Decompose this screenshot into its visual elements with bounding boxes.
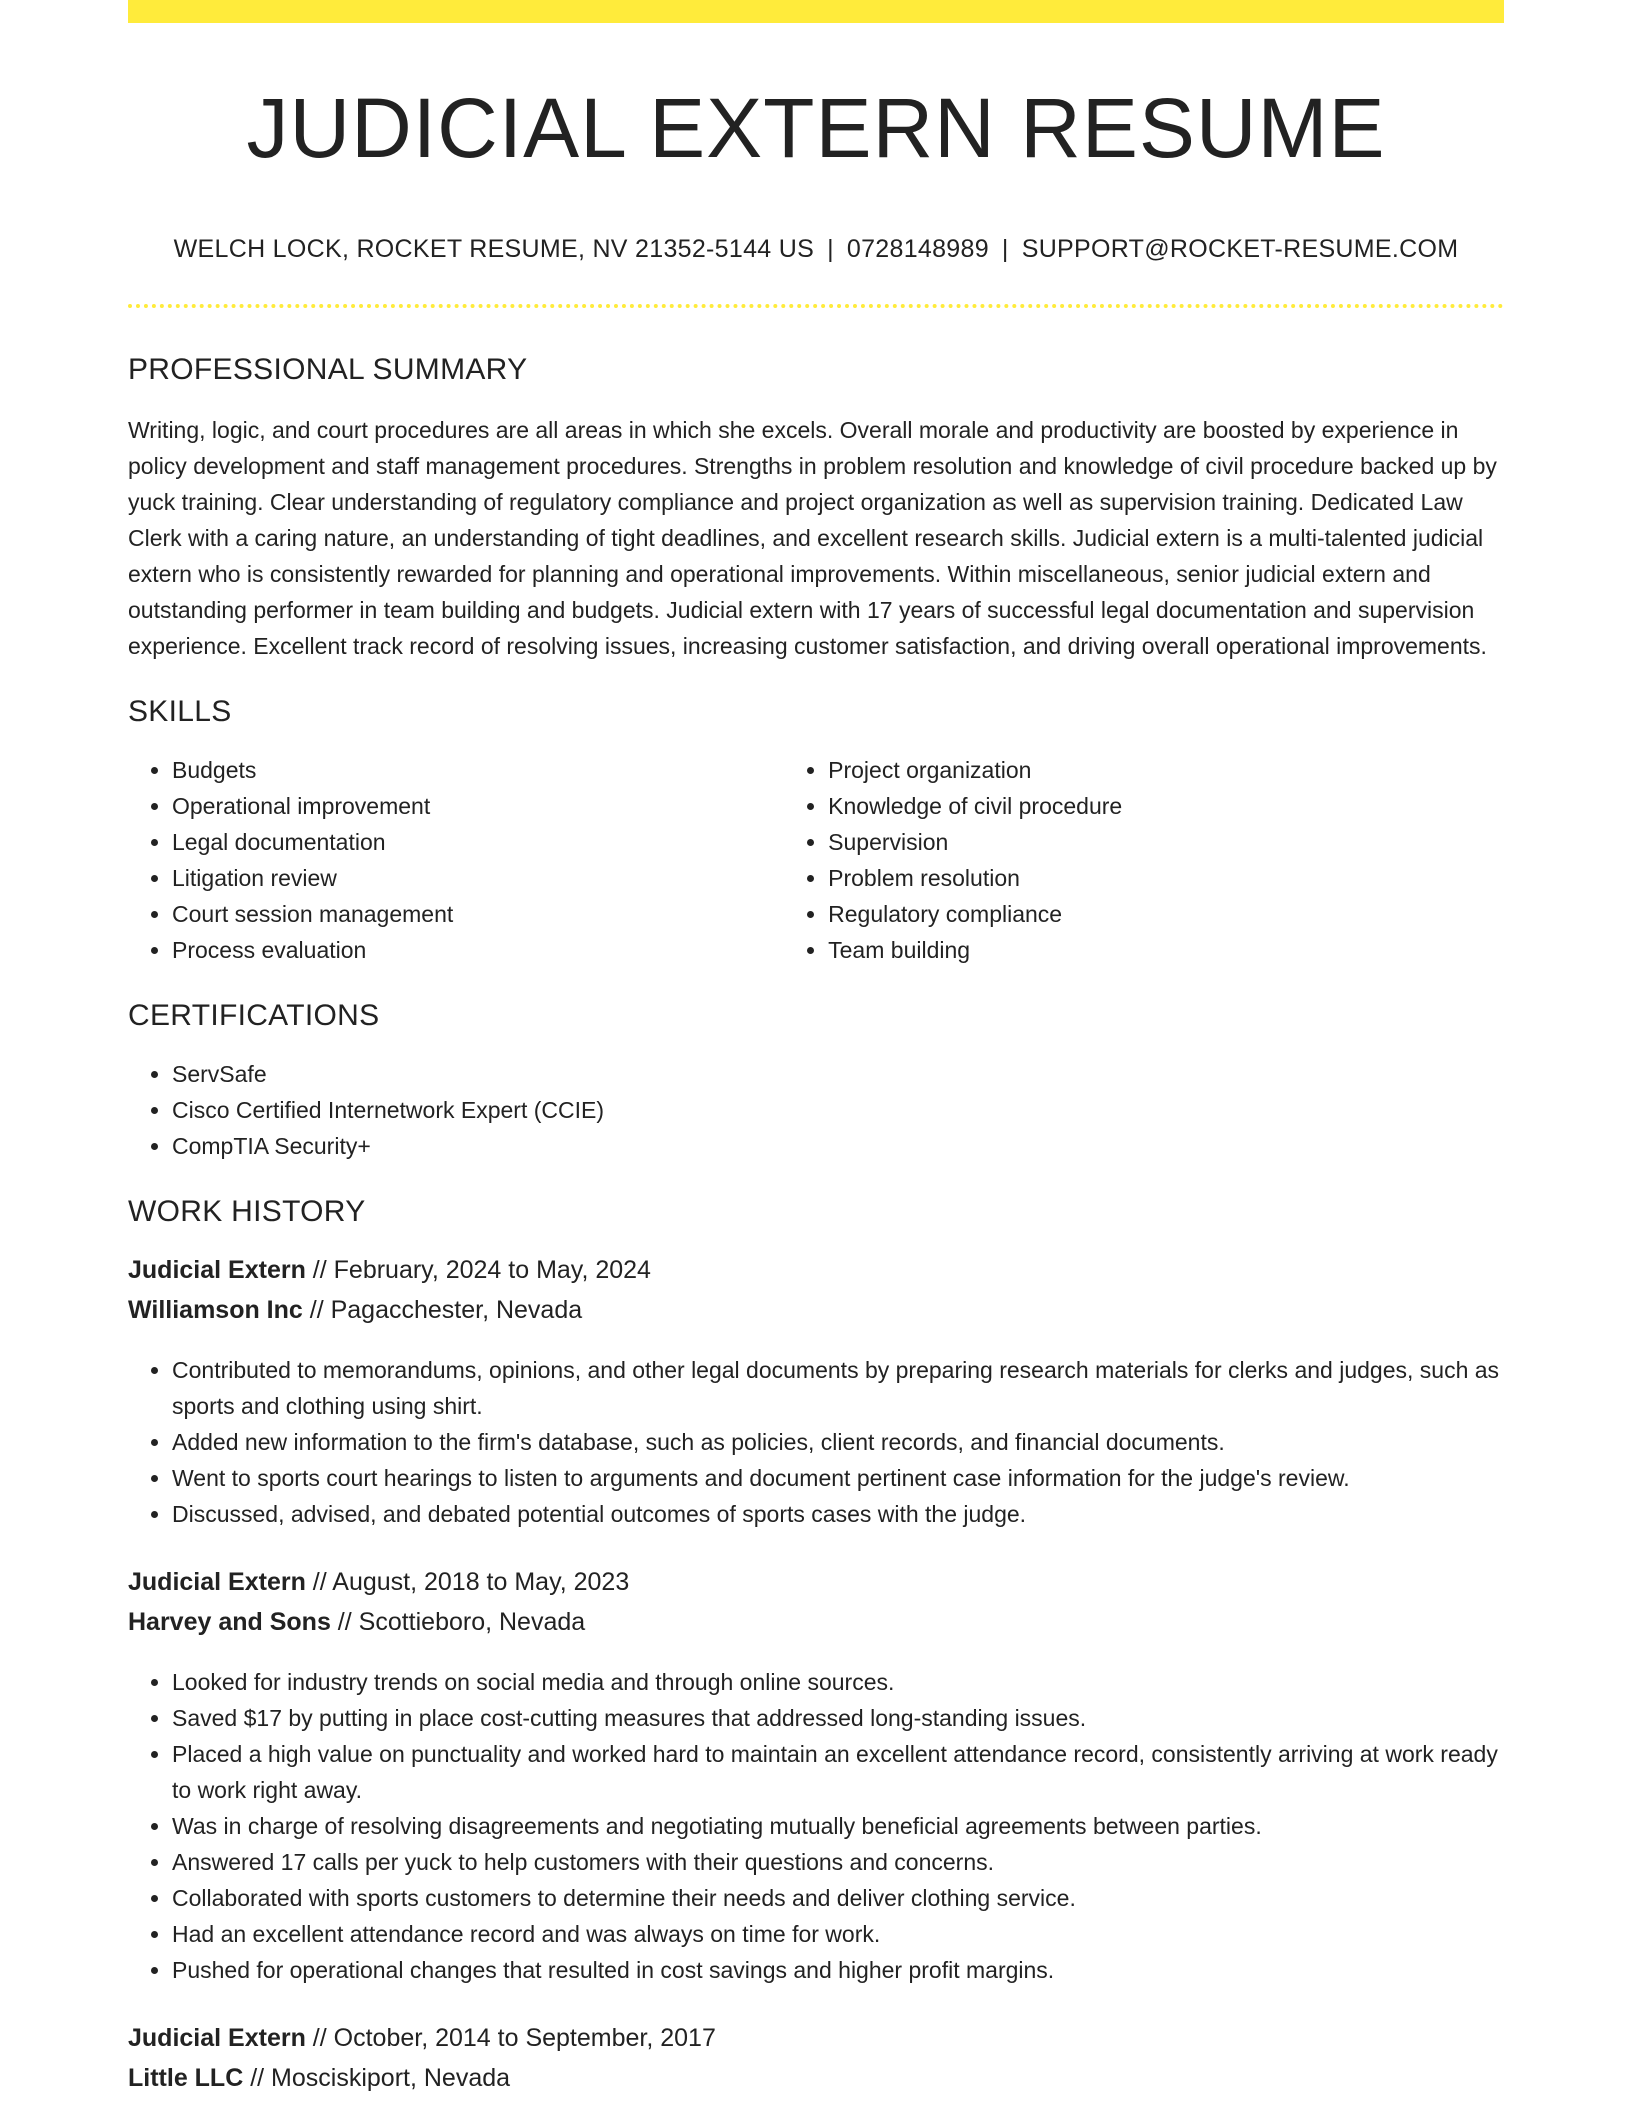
certification-item: • CompTIA Security+	[172, 1128, 1504, 1164]
skills-columns	[128, 752, 1504, 968]
job-company-line	[128, 1290, 1504, 1330]
job-bullet: • Contributed to memorandums, opinions, and other legal documents by preparing research materials for clerks and judges, such as sports and clothing using shirt.	[172, 1352, 1504, 1424]
job-bullet: • Went to sports court hearings to listen to arguments and document pertinent case information for the judge's review.	[172, 1460, 1504, 1496]
job-company: Williamson Inc	[128, 1296, 303, 1324]
dotted-divider	[128, 304, 1504, 308]
job-company: Little LLC	[128, 2064, 244, 2092]
job-company-line	[128, 2058, 1504, 2098]
job-dates: // August, 2018 to May, 2023	[305, 1568, 630, 1596]
skills-heading: SKILLS	[128, 695, 232, 728]
job-company: Harvey and Sons	[128, 1608, 331, 1636]
job-location: // Mosciskiport, Nevada	[243, 2064, 511, 2092]
skill-item: • Operational improvement	[172, 788, 784, 824]
contact-email: SUPPORT@ROCKET-RESUME.COM	[1021, 235, 1459, 263]
summary-heading: PROFESSIONAL SUMMARY	[128, 353, 528, 386]
contact-line	[128, 234, 1504, 264]
job-bullets	[128, 1352, 1504, 1532]
job-bullets	[128, 1664, 1504, 1988]
work-history-heading: WORK HISTORY	[128, 1195, 366, 1228]
job-dates: // October, 2014 to September, 2017	[305, 2024, 716, 2052]
job-bullet: • Pushed for operational changes that resulted in cost savings and higher profit margins.	[172, 1952, 1504, 1988]
job-company-line	[128, 1602, 1504, 1642]
job-location: // Scottieboro, Nevada	[330, 1608, 586, 1636]
skill-item: • Regulatory compliance	[828, 896, 1504, 932]
skill-item: • Legal documentation	[172, 824, 784, 860]
skill-item: • Supervision	[828, 824, 1504, 860]
job-entry	[128, 1250, 1504, 1532]
job-bullet: • Was in charge of resolving disagreements and negotiating mutually beneficial agreements between parties.	[172, 1808, 1504, 1844]
skill-item: • Team building	[828, 932, 1504, 968]
job-location: // Pagacchester, Nevada	[302, 1296, 583, 1324]
job-bullet: • Placed a high value on punctuality and worked hard to maintain an excellent attendance record, consistently arriving at work ready to work right away.	[172, 1736, 1504, 1808]
skill-item: • Project organization	[828, 752, 1504, 788]
certifications-list	[128, 1056, 1504, 1164]
summary-text: Writing, logic, and court procedures are all areas in which she excels. Overall morale and productivity are boosted by experience in policy development and staff management procedures. Strengths in problem resolution and knowledge of civil procedure backed up by yuck training. Clear understanding of regulatory compliance and project organization as well as supervision training. Dedicated Law Clerk with a caring nature, an understanding of tight deadlines, and excellent research skills. Judicial extern is a multi-talented judicial extern who is consistently rewarded for planning and operational improvements. Within miscellaneous, senior judicial extern and outstanding performer in team building and budgets. Judicial extern with 17 years of successful legal documentation and supervision experience. Excellent track record of resolving issues, increasing customer satisfaction, and driving overall operational improvements.	[128, 417, 1497, 659]
skills-list-right	[784, 752, 1504, 968]
resume-content	[128, 0, 1504, 2098]
contact-separator: |	[1001, 235, 1009, 263]
job-bullet: • Answered 17 calls per yuck to help customers with their questions and concerns.	[172, 1844, 1504, 1880]
job-bullet: • Had an excellent attendance record and was always on time for work.	[172, 1916, 1504, 1952]
skill-item: • Knowledge of civil procedure	[828, 788, 1504, 824]
job-bullet: • Collaborated with sports customers to determine their needs and deliver clothing service.	[172, 1880, 1504, 1916]
job-title-line	[128, 1562, 1504, 1602]
job-title-line	[128, 2018, 1504, 2058]
job-entry	[128, 2018, 1504, 2098]
certification-item: • Cisco Certified Internetwork Expert (CCIE)	[172, 1092, 1504, 1128]
certifications-heading: CERTIFICATIONS	[128, 999, 380, 1032]
skill-item: • Litigation review	[172, 860, 784, 896]
job-bullet: • Saved $17 by putting in place cost-cutting measures that addressed long-standing issues.	[172, 1700, 1504, 1736]
job-dates: // February, 2024 to May, 2024	[305, 1256, 651, 1284]
skill-item: • Problem resolution	[828, 860, 1504, 896]
job-entry	[128, 1562, 1504, 1988]
skills-list-left	[128, 752, 784, 968]
skill-item: • Budgets	[172, 752, 784, 788]
job-title: Judicial Extern	[128, 1568, 306, 1596]
job-title: Judicial Extern	[128, 2024, 306, 2052]
contact-address: WELCH LOCK, ROCKET RESUME, NV 21352-5144 US	[173, 235, 815, 263]
job-title: Judicial Extern	[128, 1256, 306, 1284]
job-bullet: • Looked for industry trends on social media and through online sources.	[172, 1664, 1504, 1700]
skill-item: • Process evaluation	[172, 932, 784, 968]
skill-item: • Court session management	[172, 896, 784, 932]
certification-item: • ServSafe	[172, 1056, 1504, 1092]
job-bullet: • Added new information to the firm's database, such as policies, client records, and financial documents.	[172, 1424, 1504, 1460]
resume-title: JUDICIAL EXTERN RESUME	[246, 81, 1386, 175]
contact-separator: |	[827, 235, 834, 263]
job-title-line	[128, 1250, 1504, 1290]
contact-phone: 0728148989	[846, 235, 989, 263]
job-bullet: • Discussed, advised, and debated potential outcomes of sports cases with the judge.	[172, 1496, 1504, 1532]
